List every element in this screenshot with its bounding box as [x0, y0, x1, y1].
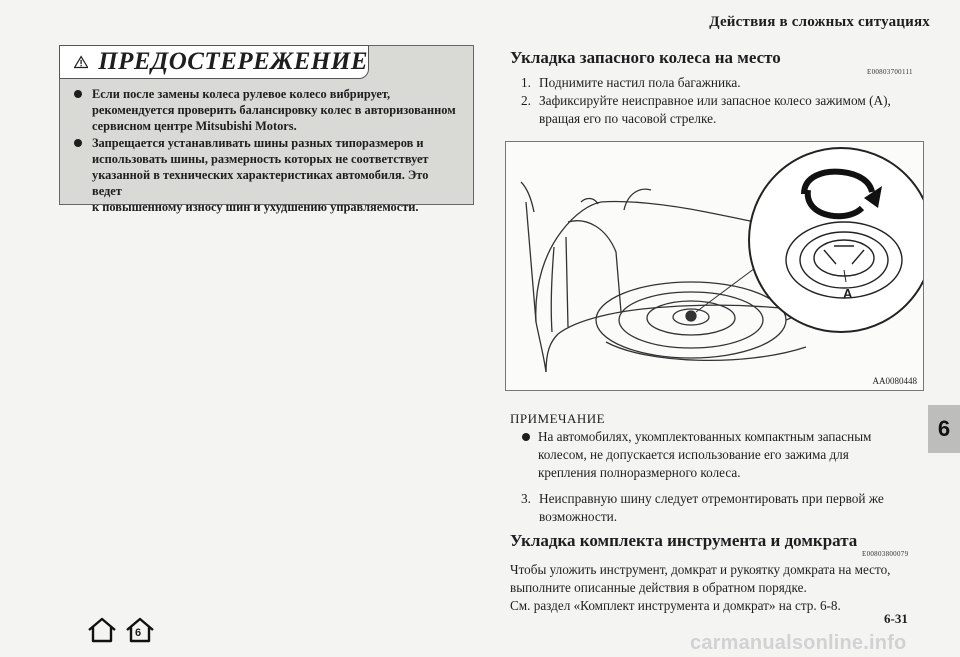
warning-box	[59, 45, 474, 215]
warning-line: Если после замены колеса рулевое колесо вибрирует,	[92, 87, 391, 101]
chapter-tab[interactable]: 6	[928, 405, 960, 453]
step-1	[521, 74, 921, 92]
trunk-illustration	[505, 141, 924, 391]
figure-label-a: A	[843, 286, 853, 301]
page-number: 6-31	[884, 611, 908, 626]
trunk-drawing	[506, 142, 924, 391]
step-line: Зафиксируйте неисправное или запасное колесо зажимом (A),	[539, 93, 891, 108]
home-icon[interactable]	[86, 617, 118, 643]
bullet-icon	[74, 139, 82, 147]
note-line: колесом, не допускается использование его зажима для	[538, 447, 849, 462]
section-code: E00803700111	[867, 68, 913, 76]
figure-code: AA0080448	[872, 376, 917, 386]
note-item	[522, 428, 918, 482]
warning-list	[74, 86, 461, 216]
step-line: возможности.	[539, 509, 618, 524]
watermark: carmanualsonline.info	[690, 632, 907, 654]
step-line: вращая его по часовой стрелке.	[539, 111, 717, 126]
step-line: Неисправную шину следует отремонтировать при первой же	[539, 491, 884, 506]
warning-title: ПРЕДОСТЕРЕЖЕНИЕ	[98, 48, 368, 75]
section-code: E00803800079	[862, 550, 909, 558]
paragraph-line: См. раздел «Комплект инструмента и домкрат» на стр. 6-8.	[510, 598, 841, 613]
note-line: На автомобилях, укомплектованных компактным запасным	[538, 429, 872, 444]
step-number: 2.	[521, 93, 531, 108]
nav-icons	[86, 617, 156, 643]
warning-item	[74, 135, 461, 216]
step-line: Поднимите настил пола багажника.	[539, 75, 741, 90]
section-title-spare-wheel: Укладка запасного колеса на место	[510, 48, 781, 67]
step-number: 1.	[521, 75, 531, 90]
step-2	[521, 92, 921, 128]
bullet-icon	[522, 433, 530, 441]
bullet-icon	[74, 90, 82, 98]
warning-item	[74, 86, 461, 135]
section-title-tools: Укладка комплекта инструмента и домкрата	[510, 531, 858, 550]
paragraph-line: Чтобы уложить инструмент, домкрат и рукоятку домкрата на место,	[510, 562, 891, 577]
chapter-home-icon[interactable]	[124, 617, 156, 643]
page-header-title: Действия в сложных ситуациях	[709, 14, 930, 30]
note-line: крепления полноразмерного колеса.	[538, 465, 741, 480]
warning-line: указанной в технических характеристиках автомобиля. Это ведет	[92, 168, 429, 199]
warning-line: рекомендуется проверить балансировку колес в авторизованном	[92, 103, 456, 118]
warning-line: сервисном центре Mitsubishi Motors.	[92, 119, 297, 134]
chapter-badge: 6	[135, 627, 142, 639]
warning-header	[59, 45, 369, 79]
section2-paragraph	[510, 561, 910, 615]
note-heading: ПРИМЕЧАНИЕ	[510, 411, 606, 426]
warning-line: к повышенному износу шин и ухудшению управляемости.	[92, 200, 419, 215]
warning-line: использовать шины, размерность которых не соответствует	[92, 151, 429, 166]
paragraph-line: выполните описанные действия в обратном порядке.	[510, 580, 807, 595]
warning-triangle-icon	[74, 50, 88, 74]
step-number: 3.	[521, 491, 531, 506]
warning-line: Запрещается устанавливать шины разных типоразмеров и	[92, 135, 424, 150]
step-3	[521, 490, 921, 526]
